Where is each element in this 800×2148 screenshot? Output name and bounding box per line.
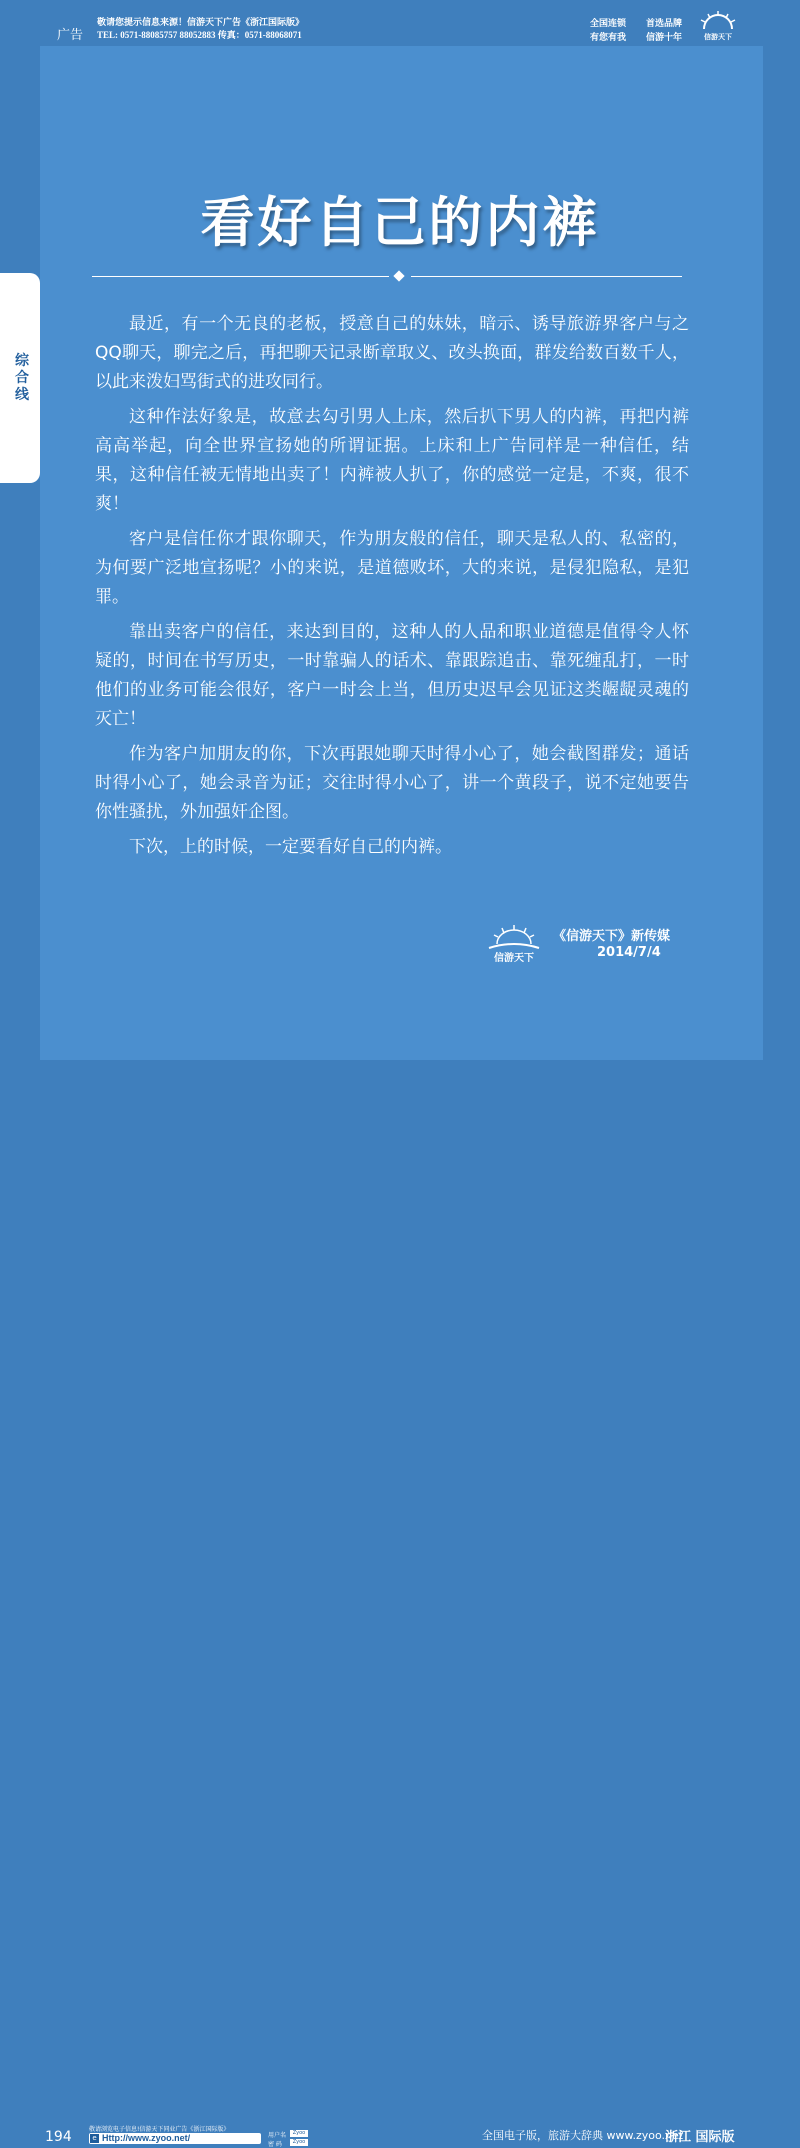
website-link[interactable]: Http://www.zyoo.net/	[102, 2133, 191, 2143]
header-notice: 敬请您提示信息来源！信游天下广告《浙江国际版》	[97, 18, 305, 28]
password-label: 密 码	[268, 2141, 282, 2148]
slogan-4: 信游十年	[646, 33, 683, 43]
publish-date: 2014/7/4	[597, 945, 661, 960]
header-contact: TEL: 0571-88085757 88052883 传真：0571-88068071	[97, 30, 302, 40]
paragraph: 客户是信任你才跟你聊天，作为朋友般的信任，聊天是私人的、私密的，为何要广泛地宣扬呢？小的来说，是道德败坏，大的来说，是侵犯隐私，是犯罪。	[95, 529, 689, 607]
brand-logo-icon	[696, 9, 740, 41]
side-tab-label: 综合线	[15, 353, 29, 403]
footer	[0, 1060, 800, 2148]
paragraph: 最近，有一个无良的老板，授意自己的妹妹，暗示、诱导旅游界客户与之QQ聊天，聊完之后，再把聊天记录断章取义、改头换面，群发给数百数千人，以此来泼妇骂街式的进攻同行。	[95, 314, 689, 392]
slogan-2: 首选品牌	[646, 19, 683, 29]
slogan-3: 有您有我	[590, 33, 627, 43]
password-value: Zyoo	[290, 2139, 308, 2146]
slogan-1: 全国连锁	[590, 19, 627, 29]
footer-notice: 敬请浏览电子信息!信游天下同业广告《浙江国际版》	[89, 2126, 230, 2133]
username-value: Zyoo	[290, 2130, 308, 2137]
svg-text:信游天下: 信游天下	[704, 33, 732, 41]
edition-label: 浙江 国际版	[665, 2130, 735, 2145]
paragraph: 靠出卖客户的信任，来达到目的，这种人的人品和职业道德是值得令人怀疑的，时间在书写历史，一时靠骗人的话术、靠跟踪追击、靠死缠乱打，一时他们的业务可能会很好，客户一时会上当，但历史迟早会见证这类龌龊灵魂的灭亡！	[95, 622, 689, 729]
username-label: 用户名	[268, 2132, 287, 2139]
paragraph: 下次，上的时候，一定要看好自己的内裤。	[129, 837, 452, 857]
signature-logo-icon	[483, 922, 545, 964]
paragraph: 这种作法好象是，故意去勾引男人上床，然后扒下男人的内裤，再把内裤高高举起，向全世界宣扬她的所谓证据。上床和上广告同样是一种信任，结果，这种信任被无情地出卖了！内裤被人扒了，你的感觉一定是，不爽，很不爽！	[95, 407, 689, 514]
article-body	[95, 310, 689, 868]
header	[0, 0, 800, 46]
page-number: 194	[45, 2129, 72, 2145]
paragraph: 作为客户加朋友的你，下次再跟她聊天时得小心了，她会截图群发；通话时得小心了，她会录音为证；交往时得小心了，讲一个黄段子，说不定她要告你性骚扰，外加强奸企图。	[95, 744, 689, 822]
title-divider-left	[92, 276, 389, 277]
footer-tagline: 全国电子版，旅游大辞典 www.zyoo.net	[482, 2129, 684, 2142]
svg-text:信游天下: 信游天下	[494, 953, 534, 964]
title-divider-right	[411, 276, 682, 277]
section-label: 广告	[57, 28, 84, 43]
signature: 《信游天下》新传媒	[553, 929, 671, 944]
article-title: 看好自己的内裤	[200, 191, 600, 254]
web-icon: e	[90, 2134, 99, 2143]
